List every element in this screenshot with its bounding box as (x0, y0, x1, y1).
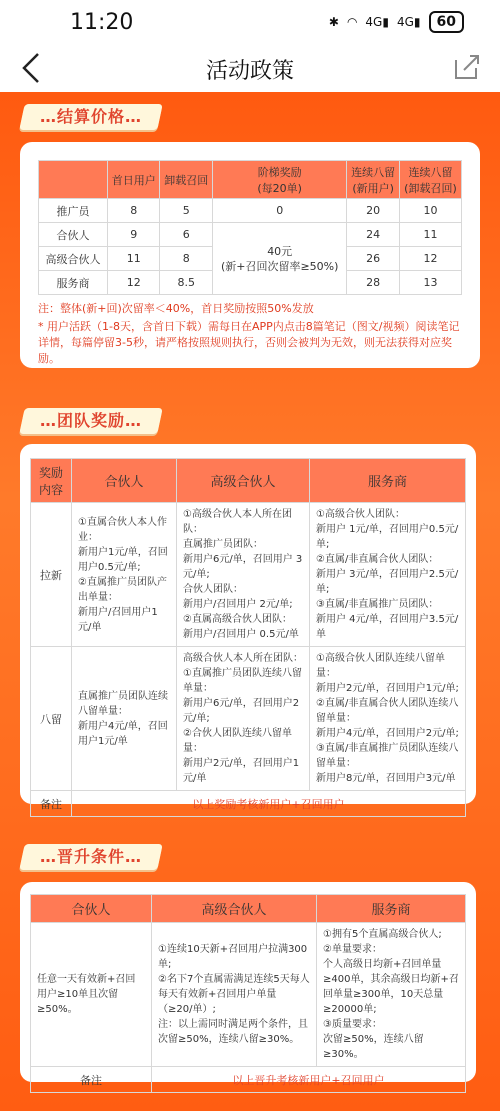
promo-cell: ①连续10天新+召回用户拉满300单; ②名下7个直属需满足连续5天每人每天有效新+召回用户单量（≥20/单）; 注：以上需同时满足两个条件，且次留≥50%，连续八留≥30%。 (152, 923, 317, 1067)
promo-remark: 以上晋升考核新用户+召回用户 (152, 1067, 466, 1093)
team-cell: ①高级合伙人本人所在团队： 直属推广员团队： 新用户6元/单，召回用户 3元/单; 合伙人团队： 新用户/召回用户 2元/单; ②直属高级合伙人团队： 新用户/召回用户 0.5元/单 (177, 503, 310, 647)
bluetooth-icon: ✱ (328, 15, 339, 29)
team-cell: ①高级合伙人团队连续八留单量： 新用户2元/单，召回用户1元/单; ②直属/非直属合伙人团队连续八留单量： 新用户4元/单，召回用户2元/单; ③直属/非直属推广员团队连续八留单量： 新用户8元/单，召回用户3元/单 (310, 647, 466, 791)
settle-header-1: 首日用户 (108, 161, 160, 199)
team-row-label: 拉新 (31, 503, 72, 647)
team-card (20, 444, 476, 811)
settle-cell: 8 (160, 247, 212, 271)
promo-header-2: 服务商 (317, 895, 466, 923)
settle-table (38, 160, 462, 295)
content-area (0, 92, 500, 1111)
promo-header-1: 高级合伙人 (152, 895, 317, 923)
settle-cell: 24 (347, 223, 399, 247)
settle-cell: 高级合伙人 (39, 247, 108, 271)
settle-note-2: * 用户活跃（1-8天，含首日下载）需每日在APP内点击8篇笔记（图文/视频）阅读笔记详情，每篇停留3-5秒，请严格按照规则执行，否则会被判为无效，则无法获得对应奖励。 (38, 320, 460, 365)
wifi-icon: ◠ (346, 15, 358, 29)
team-remark-label: 备注 (31, 791, 72, 817)
settle-header-4: 连续八留 (新用户) (347, 161, 399, 199)
settle-cell: 11 (108, 247, 160, 271)
status-time: 11:20 (70, 10, 134, 35)
settle-cell: 服务商 (39, 271, 108, 295)
settle-header-0 (39, 161, 108, 199)
settle-cell: 合伙人 (39, 223, 108, 247)
team-header-2: 高级合伙人 (177, 459, 310, 503)
promo-remark-label: 备注 (31, 1067, 152, 1093)
settle-cell: 8 (108, 199, 160, 223)
page-title: 活动政策 (205, 59, 294, 84)
team-header-1: 合伙人 (72, 459, 177, 503)
team-header-3: 服务商 (310, 459, 466, 503)
team-remark: 以上奖励考核新用户+召回用户 (72, 791, 466, 817)
settle-header-2: 卸载召回 (160, 161, 212, 199)
settle-cell: 13 (399, 271, 461, 295)
settle-cell: 26 (347, 247, 399, 271)
status-icons (329, 11, 464, 33)
signal-icon-1: 4G▮ (365, 15, 389, 29)
settle-cell: 5 (160, 199, 212, 223)
team-cell: 直属推广员团队连续八留单量： 新用户4元/单，召回用户1元/单 (72, 647, 177, 791)
settle-card (20, 142, 480, 368)
settle-cell: 20 (347, 199, 399, 223)
section-title-settle: …结算价格… (19, 104, 163, 130)
settle-cell: 8.5 (160, 271, 212, 295)
settle-cell: 0 (212, 199, 347, 223)
section-title-promo: …晋升条件… (19, 844, 163, 870)
settle-note-1: 注：整体(新+回)次留率＜40%，首日奖励按照50%发放 (38, 302, 314, 315)
team-table (30, 458, 466, 817)
settle-cell: 10 (399, 199, 461, 223)
settle-merged-cell: 40元 (新+召回次留率≥50%) (212, 223, 347, 295)
team-row-label: 八留 (31, 647, 72, 791)
settle-cell: 6 (160, 223, 212, 247)
promo-card (20, 882, 476, 1087)
settle-cell: 12 (399, 247, 461, 271)
team-cell: 高级合伙人本人所在团队： ①直属推广员团队连续八留单量： 新用户6元/单，召回用户2元/单; ②合伙人团队连续八留单量： 新用户2元/单，召回用户1元/单 (177, 647, 310, 791)
settle-header-3: 阶梯奖励 (每20单) (212, 161, 347, 199)
promo-cell: ①拥有5个直属高级合伙人; ②单量要求： 个人高级日均新+召回单量≥400单，其余高级日均新+召回单量≥300单，10天总量≥20000单; ③质量要求： 次留≥50%，连续八留≥30%。 (317, 923, 466, 1067)
team-cell: ①高级合伙人团队： 新用户 1元/单，召回用户0.5元/单; ②直属/非直属合伙人团队： 新用户 3元/单，召回用户2.5元/单; ③直属/非直属推广员团队： 新用户 4元/单，召回用户3.5元/单 (310, 503, 466, 647)
promo-header-0: 合伙人 (31, 895, 152, 923)
settle-cell: 11 (399, 223, 461, 247)
status-bar (0, 0, 500, 44)
battery-icon: 60 (429, 11, 464, 33)
settle-header-5: 连续八留 (卸载召回) (399, 161, 461, 199)
promo-cell: 任意一天有效新+召回用户≥10单且次留≥50%。 (31, 923, 152, 1067)
settle-cell: 推广员 (39, 199, 108, 223)
team-header-0: 奖励 内容 (31, 459, 72, 503)
team-cell: ①直属合伙人本人作业： 新用户1元/单，召回用户0.5元/单; ②直属推广员团队产出单量： 新用户/召回用户1元/单 (72, 503, 177, 647)
settle-cell: 12 (108, 271, 160, 295)
share-icon[interactable] (452, 52, 482, 82)
promo-table (30, 894, 466, 1093)
nav-bar (0, 44, 500, 92)
settle-cell: 28 (347, 271, 399, 295)
section-title-team: …团队奖励… (19, 408, 163, 434)
signal-icon-2: 4G▮ (396, 15, 421, 29)
settle-cell: 9 (108, 223, 160, 247)
